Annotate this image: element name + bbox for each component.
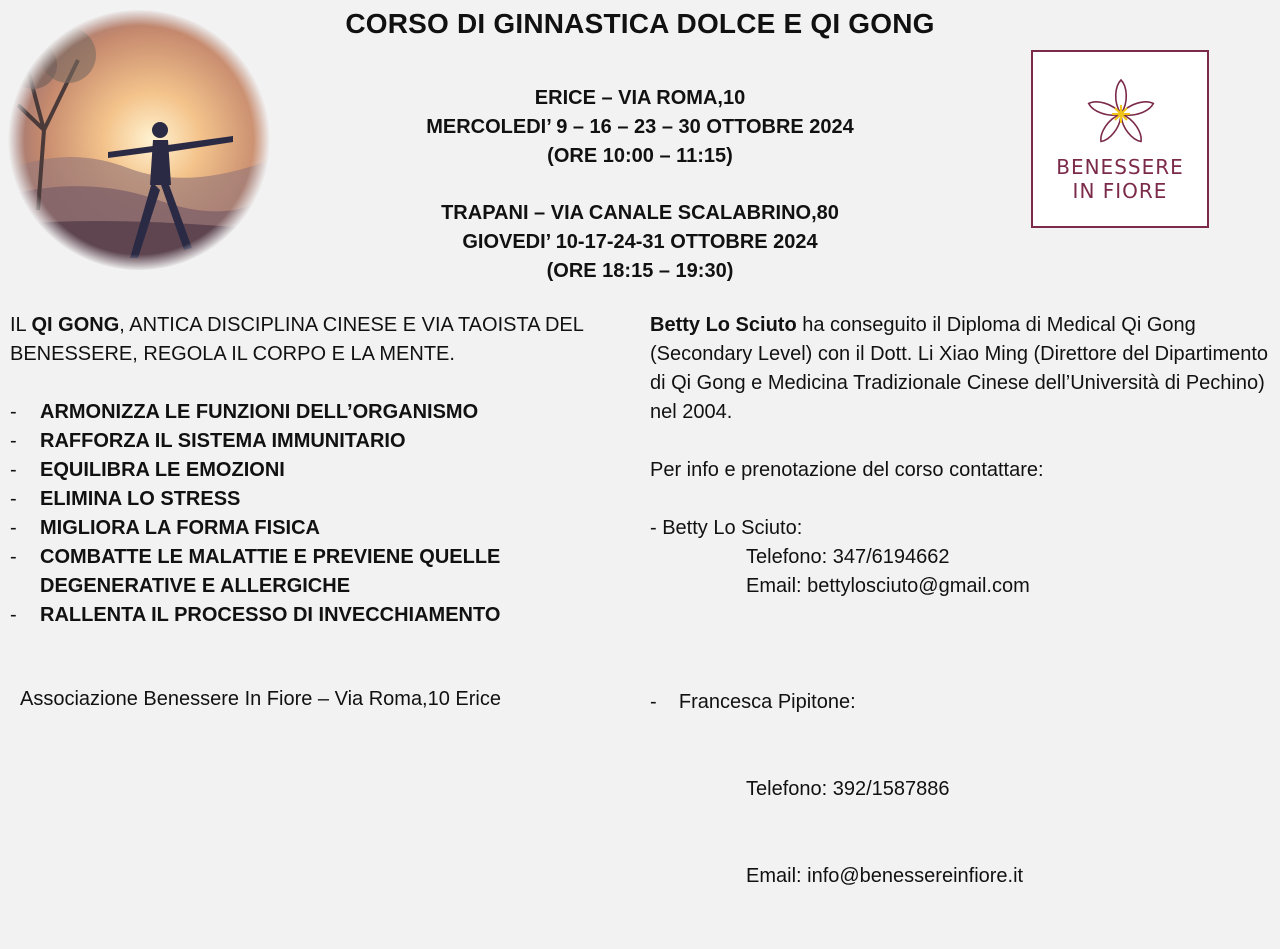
intro-paragraph [10,311,640,369]
instructor-name: Betty Lo Sciuto [650,314,797,336]
contact-francesca [650,630,1270,949]
logo-line-1: BENESSERE [1056,155,1184,179]
contact-phone: Telefono: 392/1587886 [746,778,950,800]
contact-phone: Telefono: 347/6194662 [746,546,950,568]
contact-intro: Per info e prenotazione del corso contattare: [650,459,1044,481]
list-item: - COMBATTE LE MALATTIE E PREVIENE QUELLE DEGENERATIVE E ALLERGICHE [10,546,501,597]
instructor-info [650,311,1270,949]
contact-email: Email: bettylosciuto@gmail.com [746,575,1030,597]
benessere-in-fiore-logo [1031,50,1209,228]
schedule-location: ERICE – VIA ROMA,10 [534,87,746,109]
intro-rest: , ANTICA DISCIPLINA CINESE E VIA TAOISTA DEL BENESSERE, REGOLA IL CORPO E LA MENTE. [10,314,584,365]
schedule-trapani [340,199,940,286]
contact-name: - Francesca Pipitone: [650,691,856,713]
schedule-dates: MERCOLEDI’ 9 – 16 – 23 – 30 OTTOBRE 2024 [426,116,854,138]
qigong-description [10,311,640,630]
logo-line-2: IN FIORE [1072,179,1168,203]
contact-betty [650,514,1270,601]
qigong-silhouette-image [8,10,270,270]
intro-prefix: IL [10,314,32,336]
schedule-dates: GIOVEDI’ 10-17-24-31 OTTOBRE 2024 [462,231,818,253]
list-item: - MIGLIORA LA FORMA FISICA [10,517,320,539]
schedule-erice [340,84,940,171]
schedule-hours: (ORE 18:15 – 19:30) [546,260,734,282]
intro-bold: QI GONG [31,314,120,336]
list-item: - RAFFORZA IL SISTEMA IMMUNITARIO [10,430,406,452]
schedule-location: TRAPANI – VIA CANALE SCALABRINO,80 [441,202,839,224]
benefits-list [10,398,640,630]
page-title: CORSO DI GINNASTICA DOLCE E QI GONG [345,8,935,39]
qigong-photo [8,10,270,270]
contact-email: Email: info@benessereinfiore.it [746,865,1024,887]
contact-name: - Betty Lo Sciuto: [650,517,803,539]
list-item: - ELIMINA LO STRESS [10,488,241,510]
bio-text: ha conseguito il Diploma di Medical Qi Gong (Secondary Level) con il Dott. Li Xiao Ming (Direttore del Dipartimento di Qi Gong e Medicina Tradizionale Cinese dell’Università di Pechino) nel 2004. [650,314,1269,423]
schedule-hours: (ORE 10:00 – 11:15) [547,145,733,167]
footer-association: Associazione Benessere In Fiore – Via Roma,10 Erice [20,688,501,710]
bio-paragraph [650,311,1270,427]
list-item: - RALLENTA IL PROCESSO DI INVECCHIAMENTO [10,604,501,626]
list-item: - ARMONIZZA LE FUNZIONI DELL’ORGANISMO [10,401,479,423]
list-item: - EQUILIBRA LE EMOZIONI [10,459,285,481]
